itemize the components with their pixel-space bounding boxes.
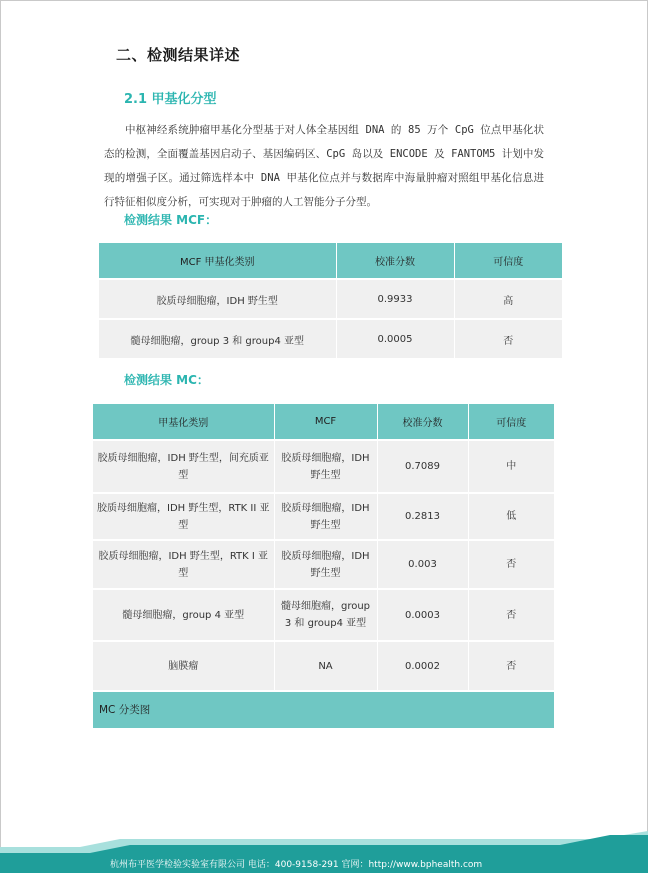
column-header: MCF 甲基化类别 <box>99 243 336 279</box>
table-cell: 高 <box>454 279 562 319</box>
table-row <box>93 440 554 493</box>
table-cell: NA <box>274 641 377 691</box>
table-cell: 0.0003 <box>377 589 468 641</box>
table-cell: 低 <box>468 493 554 540</box>
table-cell: 胶质母细胞瘤，IDH 野生型 <box>99 279 336 319</box>
table-cell: 0.9933 <box>336 279 454 319</box>
table-cell: 胶质母细胞瘤，IDH 野生型，间充质亚型 <box>93 440 274 493</box>
table-cell: 0.2813 <box>377 493 468 540</box>
column-header: 可信度 <box>454 243 562 279</box>
column-header: 校准分数 <box>377 404 468 440</box>
table-cell: 0.003 <box>377 540 468 589</box>
table-cell: 0.7089 <box>377 440 468 493</box>
mc-result-table <box>93 404 554 728</box>
table-header-row <box>93 404 554 440</box>
table-row <box>93 641 554 691</box>
table-cell: 胶质母细胞瘤，IDH 野生型，RTK I 亚型 <box>93 540 274 589</box>
column-header: 可信度 <box>468 404 554 440</box>
table-row <box>93 540 554 589</box>
column-header: 甲基化类别 <box>93 404 274 440</box>
column-header: 校准分数 <box>336 243 454 279</box>
table-cell: 髓母细胞瘤，group 3 和 group4 亚型 <box>99 319 336 358</box>
table-cell: 0.0002 <box>377 641 468 691</box>
subsection-title: 2.1 甲基化分型 <box>124 92 217 107</box>
footer-contact-text: 杭州布平医学检验实验室有限公司 电话：400-9158-291 官网：http://www.bphealth.com <box>110 860 483 870</box>
mc-result-label: 检测结果 MC： <box>124 373 209 387</box>
mcf-result-table <box>99 243 562 358</box>
table-cell: 否 <box>468 589 554 641</box>
table-cell: 髓母细胞瘤，group 3 和 group4 亚型 <box>274 589 377 641</box>
mcf-result-label: 检测结果 MCF： <box>124 213 218 227</box>
table-cell: 0.0005 <box>336 319 454 358</box>
table-row <box>93 493 554 540</box>
table-cell: 否 <box>468 641 554 691</box>
table-cell: 髓母细胞瘤，group 4 亚型 <box>93 589 274 641</box>
mc-classification-figure-label: MC 分类图 <box>93 691 554 728</box>
table-cell: 胶质母细胞瘤，IDH 野生型 <box>274 493 377 540</box>
table-cell: 胶质母细胞瘤，IDH 野生型，RTK II 亚型 <box>93 493 274 540</box>
table-footer-row <box>93 691 554 728</box>
table-cell: 中 <box>468 440 554 493</box>
table-row <box>93 589 554 641</box>
table-header-row <box>99 243 562 279</box>
table-cell: 胶质母细胞瘤，IDH 野生型 <box>274 540 377 589</box>
table-cell: 脑膜瘤 <box>93 641 274 691</box>
table-cell: 胶质母细胞瘤，IDH 野生型 <box>274 440 377 493</box>
column-header: MCF <box>274 404 377 440</box>
table-row <box>99 279 562 319</box>
table-cell: 否 <box>468 540 554 589</box>
table-cell: 否 <box>454 319 562 358</box>
intro-paragraph: 中枢神经系统肿瘤甲基化分型基于对人体全基因组 DNA 的 85 万个 CpG 位点甲基化状态的检测，全面覆盖基因启动子、基因编码区、CpG 岛以及 ENCODE 及 FANTOM5 计划中发现的增强子区。通过筛选样本中 DNA 甲基化位点并与数据库中海量肿瘤对照组甲基化信息进行特征相似度分析，可实现对于肿瘤的人工智能分子分型。 <box>104 124 544 208</box>
section-title: 二、检测结果详述 <box>116 46 241 64</box>
table-row <box>99 319 562 358</box>
